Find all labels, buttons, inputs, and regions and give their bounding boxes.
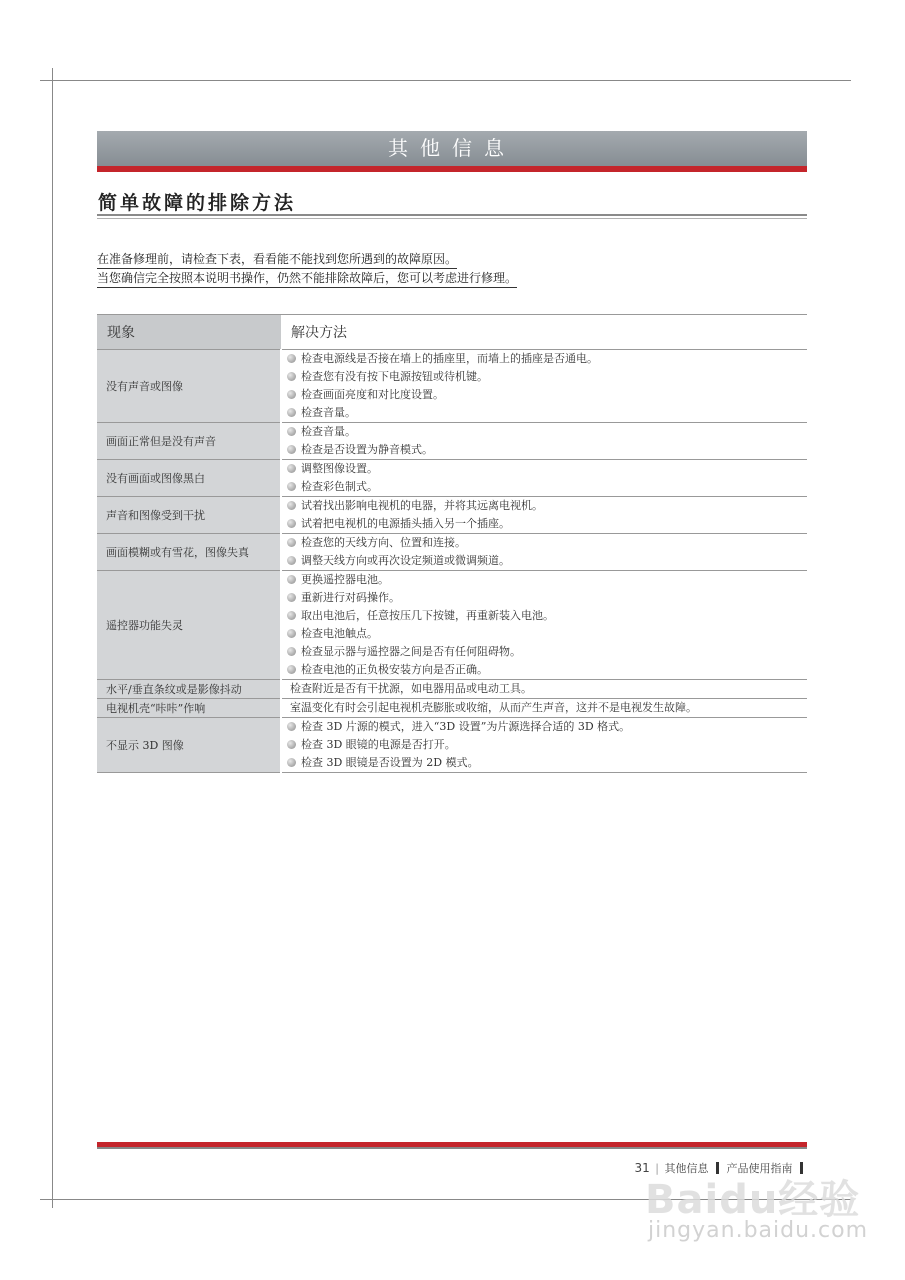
solution-item	[287, 754, 807, 772]
watermark-url: jingyan.baidu.com	[648, 1218, 869, 1243]
solution-text: 检查电池的正负极安装方向是否正确。	[301, 663, 488, 676]
symptom-cell: 画面正常但是没有声音	[97, 423, 281, 460]
table-row	[97, 680, 807, 699]
solution-cell	[281, 497, 807, 534]
bullet-icon	[287, 519, 296, 528]
table-row	[97, 534, 807, 571]
solution-item	[287, 478, 807, 496]
table-row	[97, 350, 807, 423]
solution-item	[287, 368, 807, 386]
solution-text: 检查您有没有按下电源按钮或待机键。	[301, 370, 488, 383]
solution-cell	[281, 460, 807, 497]
bullet-icon	[287, 665, 296, 674]
bullet-icon	[287, 629, 296, 638]
table-row	[97, 423, 807, 460]
bullet-icon	[287, 372, 296, 381]
solution-cell	[281, 423, 807, 460]
symptom-cell: 水平/垂直条纹或是影像抖动	[97, 680, 281, 699]
solution-item	[287, 736, 807, 754]
crop-mark-top	[40, 80, 851, 81]
symptom-cell: 没有声音或图像	[97, 350, 281, 423]
solution-text: 检查音量。	[301, 406, 356, 419]
intro-line-1: 在准备修理前，请检查下表，看看能不能找到您所遇到的故障原因。	[97, 250, 457, 269]
solution-text: 检查 3D 眼镜是否设置为 2D 模式。	[301, 756, 479, 769]
bullet-icon	[287, 538, 296, 547]
solution-item	[287, 350, 807, 368]
solution-item	[287, 515, 807, 533]
bullet-icon	[287, 445, 296, 454]
solution-item	[287, 625, 807, 643]
header-symptom: 现象	[97, 315, 281, 350]
solution-text: 更换遥控器电池。	[301, 573, 389, 586]
troubleshooting-table	[97, 314, 807, 773]
solution-text: 检查画面亮度和对比度设置。	[301, 388, 444, 401]
solution-item	[287, 607, 807, 625]
solution-item	[287, 534, 807, 552]
solution-text: 检查电源线是否接在墙上的插座里，而墙上的插座是否通电。	[301, 352, 598, 365]
watermark-logo: Baidu经验	[645, 1177, 861, 1223]
footer-grey-stripe	[97, 1147, 807, 1149]
bullet-icon	[287, 501, 296, 510]
page-title: 简单故障的排除方法	[98, 192, 297, 214]
solution-text: 试着找出影响电视机的电器，并将其远离电视机。	[301, 499, 543, 512]
bullet-icon	[287, 390, 296, 399]
solution-text: 调整图像设置。	[301, 462, 378, 475]
solution-text: 检查音量。	[301, 425, 356, 438]
footer-guide: 产品使用指南	[726, 1162, 793, 1175]
solution-text: 检查显示器与遥控器之间是否有任何阻碍物。	[301, 645, 521, 658]
bullet-icon	[287, 354, 296, 363]
solution-item	[287, 699, 807, 717]
solution-item	[287, 680, 807, 698]
table-row	[97, 460, 807, 497]
bullet-icon	[287, 647, 296, 656]
solution-item	[287, 404, 807, 422]
symptom-cell: 声音和图像受到干扰	[97, 497, 281, 534]
header-solution: 解决方法	[281, 315, 807, 350]
table-header-row	[97, 315, 807, 350]
bullet-icon	[287, 758, 296, 767]
title-rule	[97, 214, 807, 216]
bullet-icon	[287, 482, 296, 491]
solution-text: 检查彩色制式。	[301, 480, 378, 493]
crop-mark-left	[52, 68, 53, 1208]
page-footer: 31 | 其他信息 产品使用指南	[635, 1160, 808, 1176]
symptom-cell: 不显示 3D 图像	[97, 718, 281, 773]
solution-text: 检查附近是否有干扰源，如电器用品或电动工具。	[290, 682, 532, 695]
solution-cell	[281, 571, 807, 680]
bullet-icon	[287, 408, 296, 417]
bullet-icon	[287, 740, 296, 749]
solution-item	[287, 386, 807, 404]
bullet-icon	[287, 556, 296, 565]
solution-item	[287, 460, 807, 478]
solution-cell	[281, 534, 807, 571]
bullet-icon	[287, 575, 296, 584]
solution-text: 检查是否设置为静音模式。	[301, 443, 433, 456]
solution-item	[287, 552, 807, 570]
solution-cell	[281, 718, 807, 773]
solution-text: 取出电池后，任意按压几下按键，再重新装入电池。	[301, 609, 554, 622]
solution-cell	[281, 699, 807, 718]
solution-text: 室温变化有时会引起电视机壳膨胀或收缩，从而产生声音，这并不是电视发生故障。	[290, 701, 697, 714]
table-row	[97, 699, 807, 718]
footer-section: 其他信息	[664, 1162, 709, 1175]
banner-red-stripe	[97, 166, 807, 172]
section-banner: 其他信息	[97, 131, 807, 166]
solution-text: 试着把电视机的电源插头插入另一个插座。	[301, 517, 510, 530]
solution-text: 检查 3D 片源的模式，进入“3D 设置”为片源选择合适的 3D 格式。	[301, 720, 631, 733]
table-row	[97, 571, 807, 680]
solution-text: 调整天线方向或再次设定频道或微调频道。	[301, 554, 510, 567]
solution-text: 检查电池触点。	[301, 627, 378, 640]
bullet-icon	[287, 427, 296, 436]
symptom-cell: 画面模糊或有雪花，图像失真	[97, 534, 281, 571]
table-row	[97, 497, 807, 534]
title-rule-thin	[97, 218, 807, 219]
solution-item	[287, 643, 807, 661]
solution-item	[287, 661, 807, 679]
solution-item	[287, 718, 807, 736]
solution-text: 重新进行对码操作。	[301, 591, 400, 604]
table-row	[97, 718, 807, 773]
solution-item	[287, 441, 807, 459]
solution-item	[287, 423, 807, 441]
solution-item	[287, 571, 807, 589]
bullet-icon	[287, 722, 296, 731]
intro-line-2: 当您确信完全按照本说明书操作，仍然不能排除故障后，您可以考虑进行修理。	[97, 269, 517, 288]
bullet-icon	[287, 611, 296, 620]
symptom-cell: 电视机壳“咔咔”作响	[97, 699, 281, 718]
solution-text: 检查 3D 眼镜的电源是否打开。	[301, 738, 456, 751]
solution-cell	[281, 680, 807, 699]
bullet-icon	[287, 464, 296, 473]
symptom-cell: 没有画面或图像黑白	[97, 460, 281, 497]
solution-text: 检查您的天线方向、位置和连接。	[301, 536, 466, 549]
symptom-cell: 遥控器功能失灵	[97, 571, 281, 680]
solution-cell	[281, 350, 807, 423]
page-number: 31	[634, 1161, 650, 1175]
solution-item	[287, 497, 807, 515]
bullet-icon	[287, 593, 296, 602]
solution-item	[287, 589, 807, 607]
